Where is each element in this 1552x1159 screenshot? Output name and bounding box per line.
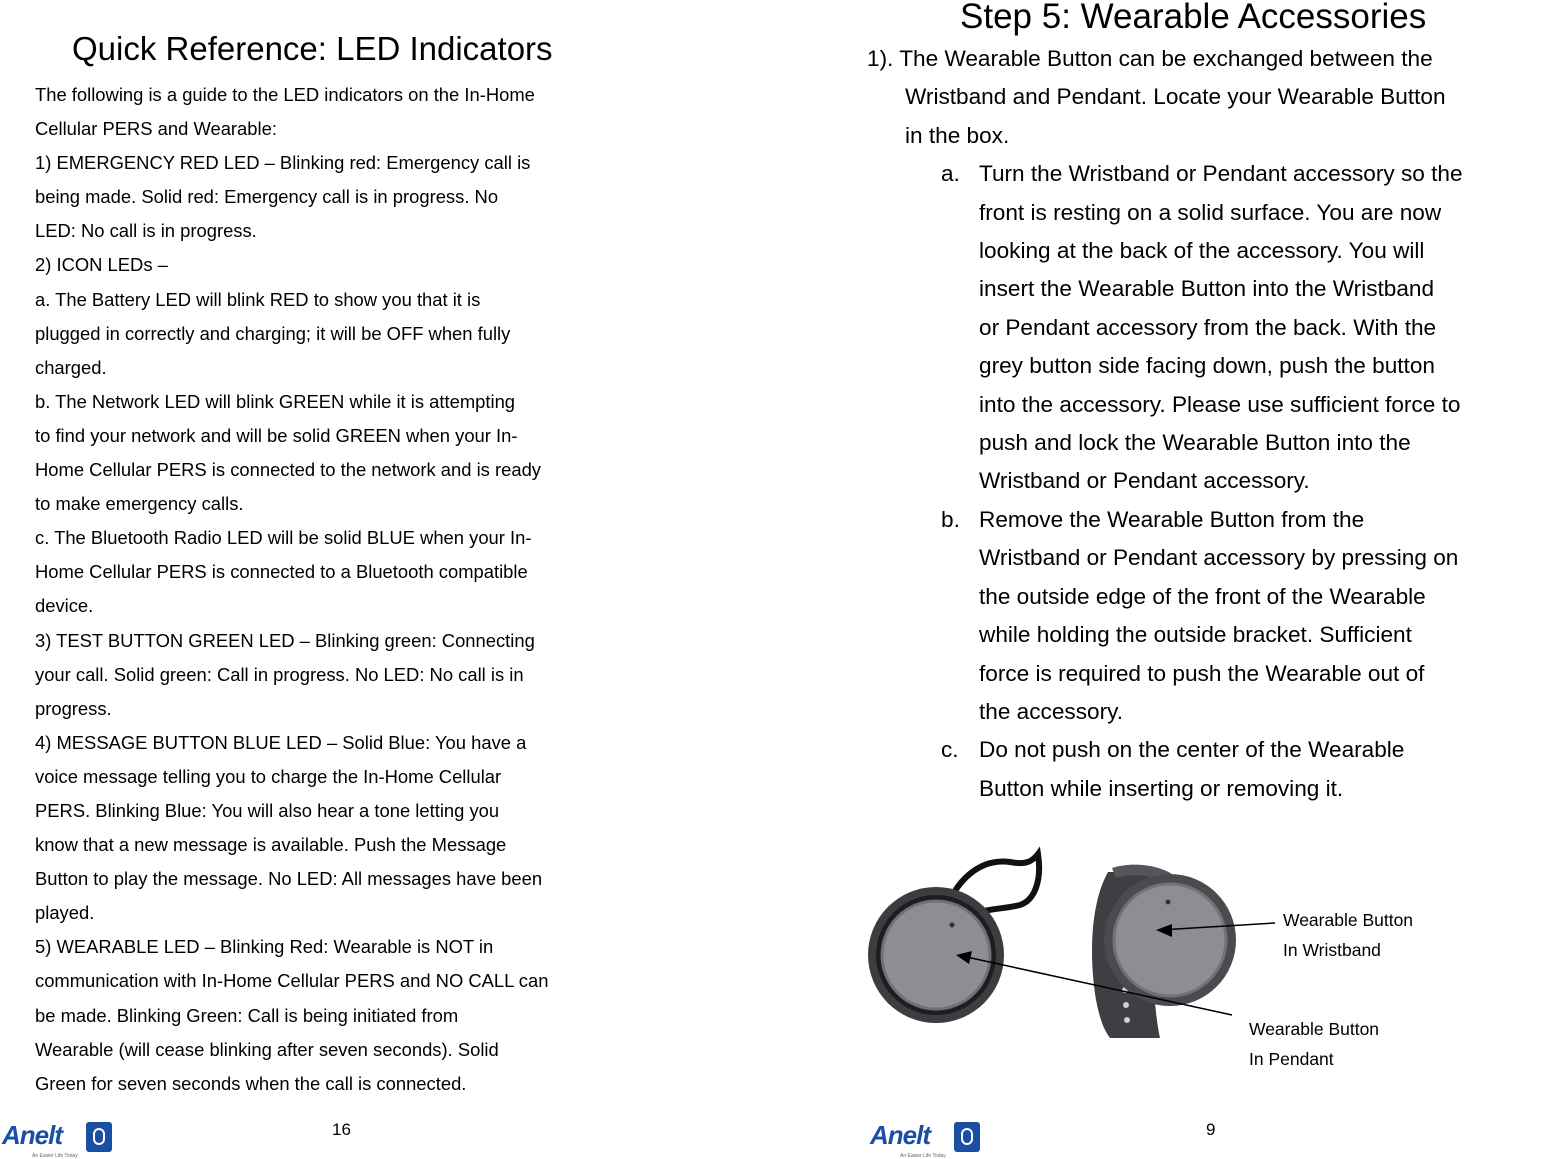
logo-o-mark <box>86 1122 112 1152</box>
page-title: Quick Reference: LED Indicators <box>72 30 553 67</box>
text-line: Home Cellular PERS is connected to the network and is ready <box>35 459 541 481</box>
sub-item-line: grey button side facing down, push the button <box>979 353 1435 379</box>
text-line: communication with In-Home Cellular PERS and NO CALL can <box>35 970 549 992</box>
sub-item-a <box>860 155 1552 193</box>
logo-text: Anelt <box>2 1120 62 1150</box>
sub-item-line: the outside edge of the front of the Wearable <box>979 583 1426 609</box>
sub-item-line: Button while inserting or removing it. <box>979 775 1344 801</box>
text-line: Wearable (will cease blinking after seven seconds). Solid <box>35 1038 499 1060</box>
text-line: be made. Blinking Green: Call is being initiated from <box>35 1004 459 1026</box>
logo-tagline: An Easier Life Today <box>32 1153 78 1159</box>
callout-line: Wearable Button <box>1249 1019 1380 1039</box>
callout-wristband <box>1283 905 1413 965</box>
sub-item-b <box>860 501 1552 539</box>
text-line: device. <box>35 595 94 617</box>
step-line: in the box. <box>905 122 1010 148</box>
page-title: Step 5: Wearable Accessories <box>960 0 1427 36</box>
sub-item-line: Do not push on the center of the Wearable <box>979 737 1405 763</box>
text-line: to make emergency calls. <box>35 493 244 515</box>
sub-item-line: the accessory. <box>979 698 1123 724</box>
text-line: being made. Solid red: Emergency call is in progress. No <box>35 186 499 208</box>
callout-line: Wearable Button <box>1283 910 1414 930</box>
text-line: Button to play the message. No LED: All messages have been <box>35 868 543 890</box>
callout-line: In Wristband <box>1283 940 1381 960</box>
sub-item-line: Wristband or Pendant accessory. <box>979 468 1310 494</box>
text-line: Home Cellular PERS is connected to a Bluetooth compatible <box>35 561 528 583</box>
step-line: 1). The Wearable Button can be exchanged between the <box>867 46 1433 71</box>
text-line: to find your network and will be solid GREEN when your In- <box>35 424 518 446</box>
sub-item-label: b. <box>941 506 960 532</box>
text-line: PERS. Blinking Blue: You will also hear a tone letting you <box>35 799 500 821</box>
sub-item-line: force is required to push the Wearable out of <box>979 660 1425 686</box>
text-line: a. The Battery LED will blink RED to show you that it is <box>35 288 481 310</box>
text-line: LED: No call is in progress. <box>35 220 257 242</box>
sub-item-line: Wristband or Pendant accessory by pressing on <box>979 545 1459 571</box>
sub-item-label: c. <box>941 737 959 763</box>
left-page <box>0 0 700 1159</box>
sub-item-label: a. <box>941 161 960 187</box>
step-line: Wristband and Pendant. Locate your Wearable Button <box>905 84 1446 110</box>
right-page <box>860 0 1552 1159</box>
sub-item-line: Remove the Wearable Button from the <box>979 506 1365 532</box>
callout-pendant <box>1249 1014 1379 1074</box>
sub-item-line: insert the Wearable Button into the Wristband <box>979 276 1435 302</box>
led-guide-text <box>35 78 685 1101</box>
text-line: progress. <box>35 697 112 719</box>
sub-item-line: into the accessory. Please use sufficient force to <box>979 391 1461 417</box>
text-line: your call. Solid green: Call in progress. No LED: No call is in <box>35 663 524 685</box>
page-number: 9 <box>1206 1120 1216 1139</box>
text-line: Green for seven seconds when the call is connected. <box>35 1072 467 1094</box>
instructions-text <box>860 40 1552 808</box>
text-line: 4) MESSAGE BUTTON BLUE LED – Solid Blue: You have a <box>35 731 527 753</box>
text-line: 2) ICON LEDs – <box>35 254 168 276</box>
text-line: 5) WEARABLE LED – Blinking Red: Wearable is NOT in <box>35 936 494 958</box>
text-line: voice message telling you to charge the In-Home Cellular <box>35 765 502 787</box>
text-line: 3) TEST BUTTON GREEN LED – Blinking green: Connecting <box>35 629 535 651</box>
callout-line: In Pendant <box>1249 1049 1334 1069</box>
logo-o-mark <box>954 1122 980 1152</box>
wearable-illustration <box>860 840 1552 1090</box>
text-line: charged. <box>35 356 107 378</box>
sub-item-line: or Pendant accessory from the back. With the <box>979 314 1437 340</box>
text-line: 1) EMERGENCY RED LED – Blinking red: Emergency call is <box>35 152 531 174</box>
sub-item-line: Turn the Wristband or Pendant accessory so the <box>979 161 1463 187</box>
text-line: b. The Network LED will blink GREEN while it is attempting <box>35 390 516 412</box>
logo-tagline: An Easier Life Today <box>900 1153 946 1159</box>
logo-text: Anelt <box>870 1120 930 1150</box>
text-line: played. <box>35 902 95 924</box>
text-line: know that a new message is available. Push the Message <box>35 834 507 856</box>
text-line: Cellular PERS and Wearable: <box>35 118 277 140</box>
page-number: 16 <box>332 1120 351 1139</box>
sub-item-c <box>860 731 1552 769</box>
text-line: plugged in correctly and charging; it will be OFF when fully <box>35 322 511 344</box>
sub-item-line: looking at the back of the accessory. You will <box>979 238 1425 264</box>
sub-item-line: front is resting on a solid surface. You are now <box>979 199 1442 225</box>
sub-item-line: while holding the outside bracket. Sufficient <box>979 622 1412 648</box>
text-line: c. The Bluetooth Radio LED will be solid BLUE when your In- <box>35 527 532 549</box>
sub-item-line: push and lock the Wearable Button into the <box>979 430 1411 456</box>
text-line: The following is a guide to the LED indicators on the In-Home <box>35 84 535 105</box>
